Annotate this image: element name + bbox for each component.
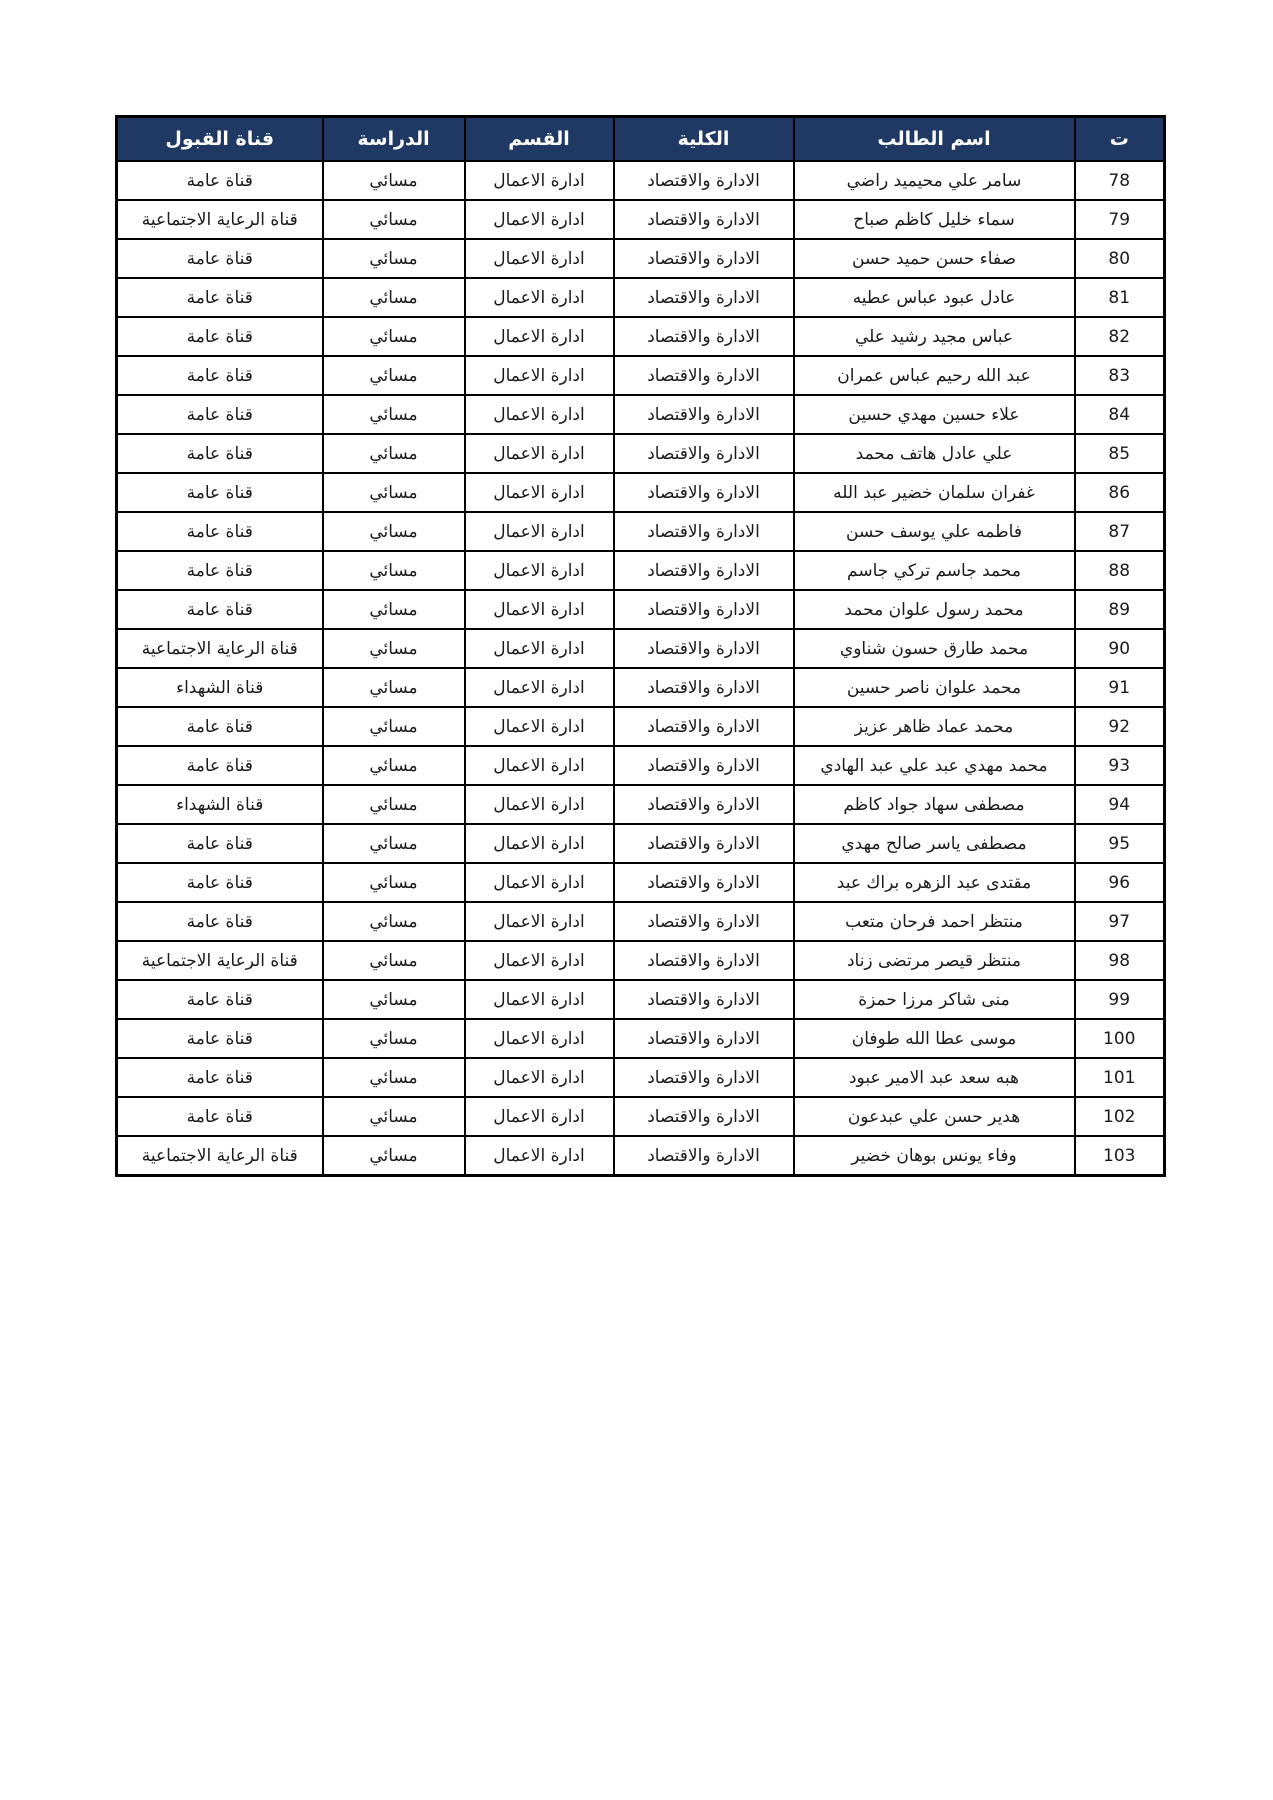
admission-channel-cell: قناة عامة xyxy=(117,356,323,395)
department-cell: ادارة الاعمال xyxy=(465,1019,614,1058)
admission-channel-cell: قناة الشهداء xyxy=(117,785,323,824)
admission-channel-cell: قناة الرعاية الاجتماعية xyxy=(117,941,323,980)
department-cell: ادارة الاعمال xyxy=(465,629,614,668)
table-row xyxy=(117,239,1165,278)
study-cell: مسائي xyxy=(323,1097,465,1136)
department-cell: ادارة الاعمال xyxy=(465,200,614,239)
college-cell: الادارة والاقتصاد xyxy=(614,1019,794,1058)
study-cell: مسائي xyxy=(323,668,465,707)
study-cell: مسائي xyxy=(323,317,465,356)
college-cell: الادارة والاقتصاد xyxy=(614,980,794,1019)
admission-channel-cell: قناة عامة xyxy=(117,1097,323,1136)
student-name-cell: هدير حسن علي عبدعون xyxy=(794,1097,1075,1136)
student-name-cell: غفران سلمان خضير عبد الله xyxy=(794,473,1075,512)
college-cell: الادارة والاقتصاد xyxy=(614,785,794,824)
college-cell: الادارة والاقتصاد xyxy=(614,317,794,356)
department-cell: ادارة الاعمال xyxy=(465,590,614,629)
row-index-cell: 99 xyxy=(1075,980,1165,1019)
department-cell: ادارة الاعمال xyxy=(465,1097,614,1136)
study-cell: مسائي xyxy=(323,1136,465,1176)
department-cell: ادارة الاعمال xyxy=(465,395,614,434)
row-index-cell: 97 xyxy=(1075,902,1165,941)
college-cell: الادارة والاقتصاد xyxy=(614,1097,794,1136)
table-row xyxy=(117,161,1165,200)
study-cell: مسائي xyxy=(323,785,465,824)
admission-channel-cell: قناة الشهداء xyxy=(117,668,323,707)
study-cell: مسائي xyxy=(323,551,465,590)
student-name-cell: علاء حسين مهدي حسين xyxy=(794,395,1075,434)
header-college: الكلية xyxy=(614,117,794,162)
college-cell: الادارة والاقتصاد xyxy=(614,161,794,200)
college-cell: الادارة والاقتصاد xyxy=(614,278,794,317)
row-index-cell: 101 xyxy=(1075,1058,1165,1097)
student-name-cell: عبد الله رحيم عباس عمران xyxy=(794,356,1075,395)
college-cell: الادارة والاقتصاد xyxy=(614,1136,794,1176)
row-index-cell: 91 xyxy=(1075,668,1165,707)
row-index-cell: 100 xyxy=(1075,1019,1165,1058)
student-name-cell: فاطمه علي يوسف حسن xyxy=(794,512,1075,551)
row-index-cell: 92 xyxy=(1075,707,1165,746)
department-cell: ادارة الاعمال xyxy=(465,512,614,551)
header-admission-channel: قناة القبول xyxy=(117,117,323,162)
row-index-cell: 82 xyxy=(1075,317,1165,356)
student-name-cell: محمد رسول علوان محمد xyxy=(794,590,1075,629)
admission-channel-cell: قناة عامة xyxy=(117,551,323,590)
row-index-cell: 89 xyxy=(1075,590,1165,629)
college-cell: الادارة والاقتصاد xyxy=(614,1058,794,1097)
department-cell: ادارة الاعمال xyxy=(465,356,614,395)
student-name-cell: عادل عبود عباس عطيه xyxy=(794,278,1075,317)
table-row xyxy=(117,473,1165,512)
table-row xyxy=(117,200,1165,239)
student-name-cell: محمد مهدي عبد علي عبد الهادي xyxy=(794,746,1075,785)
study-cell: مسائي xyxy=(323,356,465,395)
admission-channel-cell: قناة عامة xyxy=(117,980,323,1019)
table-row xyxy=(117,356,1165,395)
row-index-cell: 80 xyxy=(1075,239,1165,278)
admission-channel-cell: قناة عامة xyxy=(117,317,323,356)
row-index-cell: 90 xyxy=(1075,629,1165,668)
department-cell: ادارة الاعمال xyxy=(465,824,614,863)
department-cell: ادارة الاعمال xyxy=(465,317,614,356)
row-index-cell: 94 xyxy=(1075,785,1165,824)
row-index-cell: 87 xyxy=(1075,512,1165,551)
student-name-cell: منى شاكر مرزا حمزة xyxy=(794,980,1075,1019)
table-row xyxy=(117,707,1165,746)
department-cell: ادارة الاعمال xyxy=(465,239,614,278)
row-index-cell: 95 xyxy=(1075,824,1165,863)
department-cell: ادارة الاعمال xyxy=(465,434,614,473)
row-index-cell: 84 xyxy=(1075,395,1165,434)
table-row xyxy=(117,395,1165,434)
study-cell: مسائي xyxy=(323,512,465,551)
department-cell: ادارة الاعمال xyxy=(465,785,614,824)
row-index-cell: 96 xyxy=(1075,863,1165,902)
table-row xyxy=(117,629,1165,668)
study-cell: مسائي xyxy=(323,707,465,746)
header-department: القسم xyxy=(465,117,614,162)
study-cell: مسائي xyxy=(323,590,465,629)
admission-channel-cell: قناة عامة xyxy=(117,278,323,317)
study-cell: مسائي xyxy=(323,239,465,278)
college-cell: الادارة والاقتصاد xyxy=(614,668,794,707)
department-cell: ادارة الاعمال xyxy=(465,668,614,707)
admission-channel-cell: قناة عامة xyxy=(117,1019,323,1058)
study-cell: مسائي xyxy=(323,941,465,980)
admission-channel-cell: قناة الرعاية الاجتماعية xyxy=(117,629,323,668)
student-name-cell: وفاء يونس بوهان خضير xyxy=(794,1136,1075,1176)
college-cell: الادارة والاقتصاد xyxy=(614,434,794,473)
table-row xyxy=(117,1019,1165,1058)
row-index-cell: 83 xyxy=(1075,356,1165,395)
student-name-cell: صفاء حسن حميد حسن xyxy=(794,239,1075,278)
table-row xyxy=(117,785,1165,824)
student-name-cell: موسى عطا الله طوفان xyxy=(794,1019,1075,1058)
college-cell: الادارة والاقتصاد xyxy=(614,551,794,590)
department-cell: ادارة الاعمال xyxy=(465,1058,614,1097)
header-student-name: اسم الطالب xyxy=(794,117,1075,162)
student-name-cell: منتظر احمد فرحان متعب xyxy=(794,902,1075,941)
row-index-cell: 85 xyxy=(1075,434,1165,473)
study-cell: مسائي xyxy=(323,629,465,668)
admission-channel-cell: قناة الرعاية الاجتماعية xyxy=(117,200,323,239)
college-cell: الادارة والاقتصاد xyxy=(614,707,794,746)
student-name-cell: عباس مجيد رشيد علي xyxy=(794,317,1075,356)
department-cell: ادارة الاعمال xyxy=(465,902,614,941)
student-name-cell: مصطفى سهاد جواد كاظم xyxy=(794,785,1075,824)
table-row xyxy=(117,824,1165,863)
row-index-cell: 86 xyxy=(1075,473,1165,512)
admission-channel-cell: قناة عامة xyxy=(117,746,323,785)
study-cell: مسائي xyxy=(323,824,465,863)
college-cell: الادارة والاقتصاد xyxy=(614,902,794,941)
study-cell: مسائي xyxy=(323,200,465,239)
row-index-cell: 102 xyxy=(1075,1097,1165,1136)
admission-channel-cell: قناة عامة xyxy=(117,707,323,746)
table-row xyxy=(117,1136,1165,1176)
student-name-cell: هبه سعد عبد الامير عبود xyxy=(794,1058,1075,1097)
department-cell: ادارة الاعمال xyxy=(465,551,614,590)
admission-channel-cell: قناة عامة xyxy=(117,239,323,278)
admission-channel-cell: قناة عامة xyxy=(117,590,323,629)
college-cell: الادارة والاقتصاد xyxy=(614,473,794,512)
student-name-cell: محمد علوان ناصر حسين xyxy=(794,668,1075,707)
admission-channel-cell: قناة عامة xyxy=(117,824,323,863)
college-cell: الادارة والاقتصاد xyxy=(614,746,794,785)
college-cell: الادارة والاقتصاد xyxy=(614,863,794,902)
study-cell: مسائي xyxy=(323,161,465,200)
table-row xyxy=(117,512,1165,551)
admission-channel-cell: قناة عامة xyxy=(117,512,323,551)
admission-channel-cell: قناة عامة xyxy=(117,1058,323,1097)
table-row xyxy=(117,590,1165,629)
student-name-cell: محمد جاسم تركي جاسم xyxy=(794,551,1075,590)
row-index-cell: 103 xyxy=(1075,1136,1165,1176)
row-index-cell: 98 xyxy=(1075,941,1165,980)
study-cell: مسائي xyxy=(323,473,465,512)
table-row xyxy=(117,1097,1165,1136)
study-cell: مسائي xyxy=(323,1058,465,1097)
admission-channel-cell: قناة عامة xyxy=(117,473,323,512)
table-row xyxy=(117,317,1165,356)
college-cell: الادارة والاقتصاد xyxy=(614,824,794,863)
table-row xyxy=(117,902,1165,941)
study-cell: مسائي xyxy=(323,395,465,434)
study-cell: مسائي xyxy=(323,980,465,1019)
table-row xyxy=(117,746,1165,785)
header-study: الدراسة xyxy=(323,117,465,162)
student-name-cell: مقتدى عبد الزهره براك عبد xyxy=(794,863,1075,902)
student-admission-table xyxy=(115,115,1166,1177)
college-cell: الادارة والاقتصاد xyxy=(614,941,794,980)
table-header-row xyxy=(117,117,1165,162)
department-cell: ادارة الاعمال xyxy=(465,707,614,746)
admission-channel-cell: قناة عامة xyxy=(117,434,323,473)
college-cell: الادارة والاقتصاد xyxy=(614,239,794,278)
student-name-cell: محمد طارق حسون شناوي xyxy=(794,629,1075,668)
department-cell: ادارة الاعمال xyxy=(465,473,614,512)
row-index-cell: 79 xyxy=(1075,200,1165,239)
table-row xyxy=(117,1058,1165,1097)
row-index-cell: 93 xyxy=(1075,746,1165,785)
student-name-cell: محمد عماد ظاهر عزيز xyxy=(794,707,1075,746)
department-cell: ادارة الاعمال xyxy=(465,863,614,902)
table-row xyxy=(117,668,1165,707)
table-row xyxy=(117,980,1165,1019)
college-cell: الادارة والاقتصاد xyxy=(614,590,794,629)
study-cell: مسائي xyxy=(323,1019,465,1058)
college-cell: الادارة والاقتصاد xyxy=(614,200,794,239)
department-cell: ادارة الاعمال xyxy=(465,278,614,317)
header-index: ت xyxy=(1075,117,1165,162)
student-name-cell: منتظر قيصر مرتضى زناد xyxy=(794,941,1075,980)
college-cell: الادارة والاقتصاد xyxy=(614,395,794,434)
row-index-cell: 78 xyxy=(1075,161,1165,200)
study-cell: مسائي xyxy=(323,746,465,785)
table-row xyxy=(117,863,1165,902)
college-cell: الادارة والاقتصاد xyxy=(614,356,794,395)
student-name-cell: علي عادل هاتف محمد xyxy=(794,434,1075,473)
college-cell: الادارة والاقتصاد xyxy=(614,629,794,668)
study-cell: مسائي xyxy=(323,278,465,317)
admission-channel-cell: قناة عامة xyxy=(117,395,323,434)
study-cell: مسائي xyxy=(323,434,465,473)
admission-channel-cell: قناة عامة xyxy=(117,161,323,200)
table-row xyxy=(117,941,1165,980)
table-row xyxy=(117,551,1165,590)
student-name-cell: سماء خليل كاظم صباح xyxy=(794,200,1075,239)
table-row xyxy=(117,434,1165,473)
study-cell: مسائي xyxy=(323,902,465,941)
department-cell: ادارة الاعمال xyxy=(465,941,614,980)
department-cell: ادارة الاعمال xyxy=(465,161,614,200)
study-cell: مسائي xyxy=(323,863,465,902)
table-row xyxy=(117,278,1165,317)
admission-channel-cell: قناة الرعاية الاجتماعية xyxy=(117,1136,323,1176)
student-name-cell: مصطفى ياسر صالح مهدي xyxy=(794,824,1075,863)
department-cell: ادارة الاعمال xyxy=(465,1136,614,1176)
admission-channel-cell: قناة عامة xyxy=(117,902,323,941)
college-cell: الادارة والاقتصاد xyxy=(614,512,794,551)
department-cell: ادارة الاعمال xyxy=(465,746,614,785)
row-index-cell: 81 xyxy=(1075,278,1165,317)
department-cell: ادارة الاعمال xyxy=(465,980,614,1019)
admission-channel-cell: قناة عامة xyxy=(117,863,323,902)
row-index-cell: 88 xyxy=(1075,551,1165,590)
student-name-cell: سامر علي محيميد راضي xyxy=(794,161,1075,200)
